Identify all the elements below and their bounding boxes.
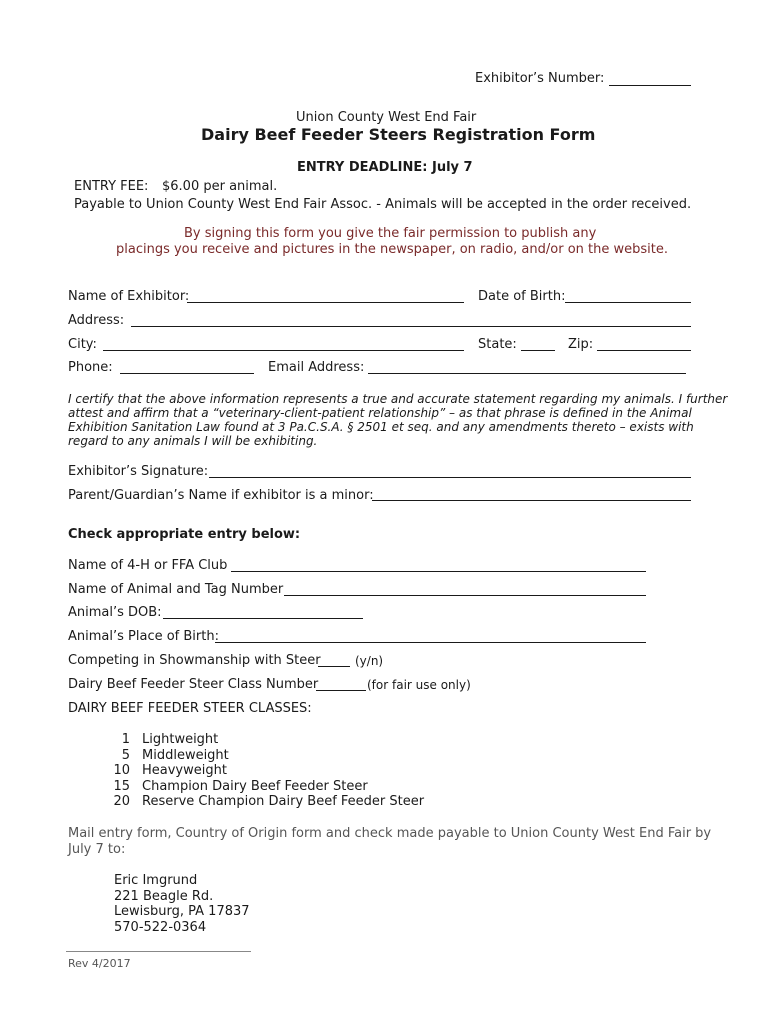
list-item: 1 Lightweight bbox=[121, 732, 219, 747]
payable-note: Payable to Union County West End Fair Assoc. - Animals will be accepted in the order received. bbox=[74, 197, 692, 212]
animal-dob-field[interactable] bbox=[163, 618, 363, 619]
entry-fee-label: ENTRY FEE: bbox=[74, 179, 149, 194]
mail-line-1: Mail entry form, Country of Origin form and check made payable to Union County West End Fair by bbox=[68, 826, 712, 841]
address-street: 221 Beagle Rd. bbox=[114, 888, 214, 904]
state-field[interactable] bbox=[521, 350, 555, 351]
mail-line-2: July 7 to: bbox=[68, 842, 126, 857]
form-title: Dairy Beef Feeder Steers Registration Form bbox=[201, 125, 596, 144]
exhibitor-signature-field[interactable] bbox=[209, 477, 691, 478]
certify-line-1: I certify that the above information represents a true and accurate statement regarding my animals. I further bbox=[68, 392, 728, 406]
class-list bbox=[108, 732, 424, 810]
address-label: Address: bbox=[68, 313, 125, 328]
address-phone: 570-522-0364 bbox=[114, 919, 207, 935]
entry-deadline: ENTRY DEADLINE: July 7 bbox=[297, 160, 473, 175]
entry-heading: Check appropriate entry below: bbox=[68, 527, 301, 542]
list-item: 20 Reserve Champion Dairy Beef Feeder Steer bbox=[113, 794, 425, 809]
animal-dob-label: Animal’s DOB: bbox=[68, 605, 162, 620]
animal-name-field[interactable] bbox=[284, 595, 646, 596]
certify-line-3: Exhibition Sanitation Law found at 3 Pa.C.S.A. § 2501 et seq. and any amendments thereto – exists with bbox=[68, 420, 694, 434]
phone-label: Phone: bbox=[68, 360, 113, 375]
city-field[interactable] bbox=[103, 350, 464, 351]
class-number-note: (for fair use only) bbox=[367, 678, 471, 692]
address-field[interactable] bbox=[131, 326, 691, 327]
dob-field[interactable] bbox=[565, 302, 691, 303]
parent-name-field[interactable] bbox=[372, 500, 691, 501]
birthplace-label: Animal’s Place of Birth: bbox=[68, 629, 219, 644]
showmanship-note: (y/n) bbox=[355, 654, 384, 668]
footer-divider bbox=[66, 951, 251, 952]
email-field[interactable] bbox=[368, 373, 686, 374]
email-label: Email Address: bbox=[268, 360, 365, 375]
parent-name-label: Parent/Guardian’s Name if exhibitor is a minor: bbox=[68, 488, 374, 503]
exhibitor-signature-label: Exhibitor’s Signature: bbox=[68, 464, 209, 479]
animal-name-label: Name of Animal and Tag Number bbox=[68, 582, 284, 597]
exhibitor-name-label: Name of Exhibitor: bbox=[68, 289, 190, 304]
list-item: 15 Champion Dairy Beef Feeder Steer bbox=[113, 778, 368, 794]
permission-line-2: placings you receive and pictures in the newspaper, on radio, and/or on the website. bbox=[116, 242, 668, 257]
zip-label: Zip: bbox=[568, 337, 594, 352]
showmanship-field[interactable] bbox=[318, 666, 350, 667]
class-number-label: Dairy Beef Feeder Steer Class Number bbox=[68, 677, 319, 692]
fair-name: Union County West End Fair bbox=[296, 110, 477, 125]
classes-heading: DAIRY BEEF FEEDER STEER CLASSES: bbox=[68, 701, 312, 716]
club-label: Name of 4-H or FFA Club bbox=[68, 558, 228, 573]
list-item: 10 Heavyweight bbox=[113, 763, 227, 778]
address-city: Lewisburg, PA 17837 bbox=[114, 904, 250, 919]
exhibitor-name-field[interactable] bbox=[187, 302, 464, 303]
city-label: City: bbox=[68, 337, 97, 352]
exhibitor-number-label: Exhibitor’s Number: bbox=[475, 71, 605, 86]
address-name: Eric Imgrund bbox=[114, 873, 198, 888]
dob-label: Date of Birth: bbox=[478, 289, 566, 304]
club-field[interactable] bbox=[231, 571, 646, 572]
zip-field[interactable] bbox=[597, 350, 691, 351]
list-item: 5 Middleweight bbox=[121, 747, 229, 763]
mailing-address bbox=[114, 873, 250, 935]
state-label: State: bbox=[478, 337, 517, 352]
certify-line-2: attest and affirm that a “veterinary-client-patient relationship” – as that phrase is defined in the Animal bbox=[68, 406, 692, 420]
phone-field[interactable] bbox=[120, 373, 254, 374]
showmanship-label: Competing in Showmanship with Steer bbox=[68, 653, 321, 668]
certify-line-4: regard to any animals I will be exhibiting. bbox=[68, 434, 318, 448]
birthplace-field[interactable] bbox=[215, 642, 646, 643]
exhibitor-number-field[interactable] bbox=[609, 85, 691, 86]
entry-fee-value: $6.00 per animal. bbox=[162, 179, 278, 194]
permission-line-1: By signing this form you give the fair permission to publish any bbox=[184, 226, 597, 241]
class-number-field[interactable] bbox=[316, 690, 366, 691]
revision-label: Rev 4/2017 bbox=[68, 957, 131, 970]
